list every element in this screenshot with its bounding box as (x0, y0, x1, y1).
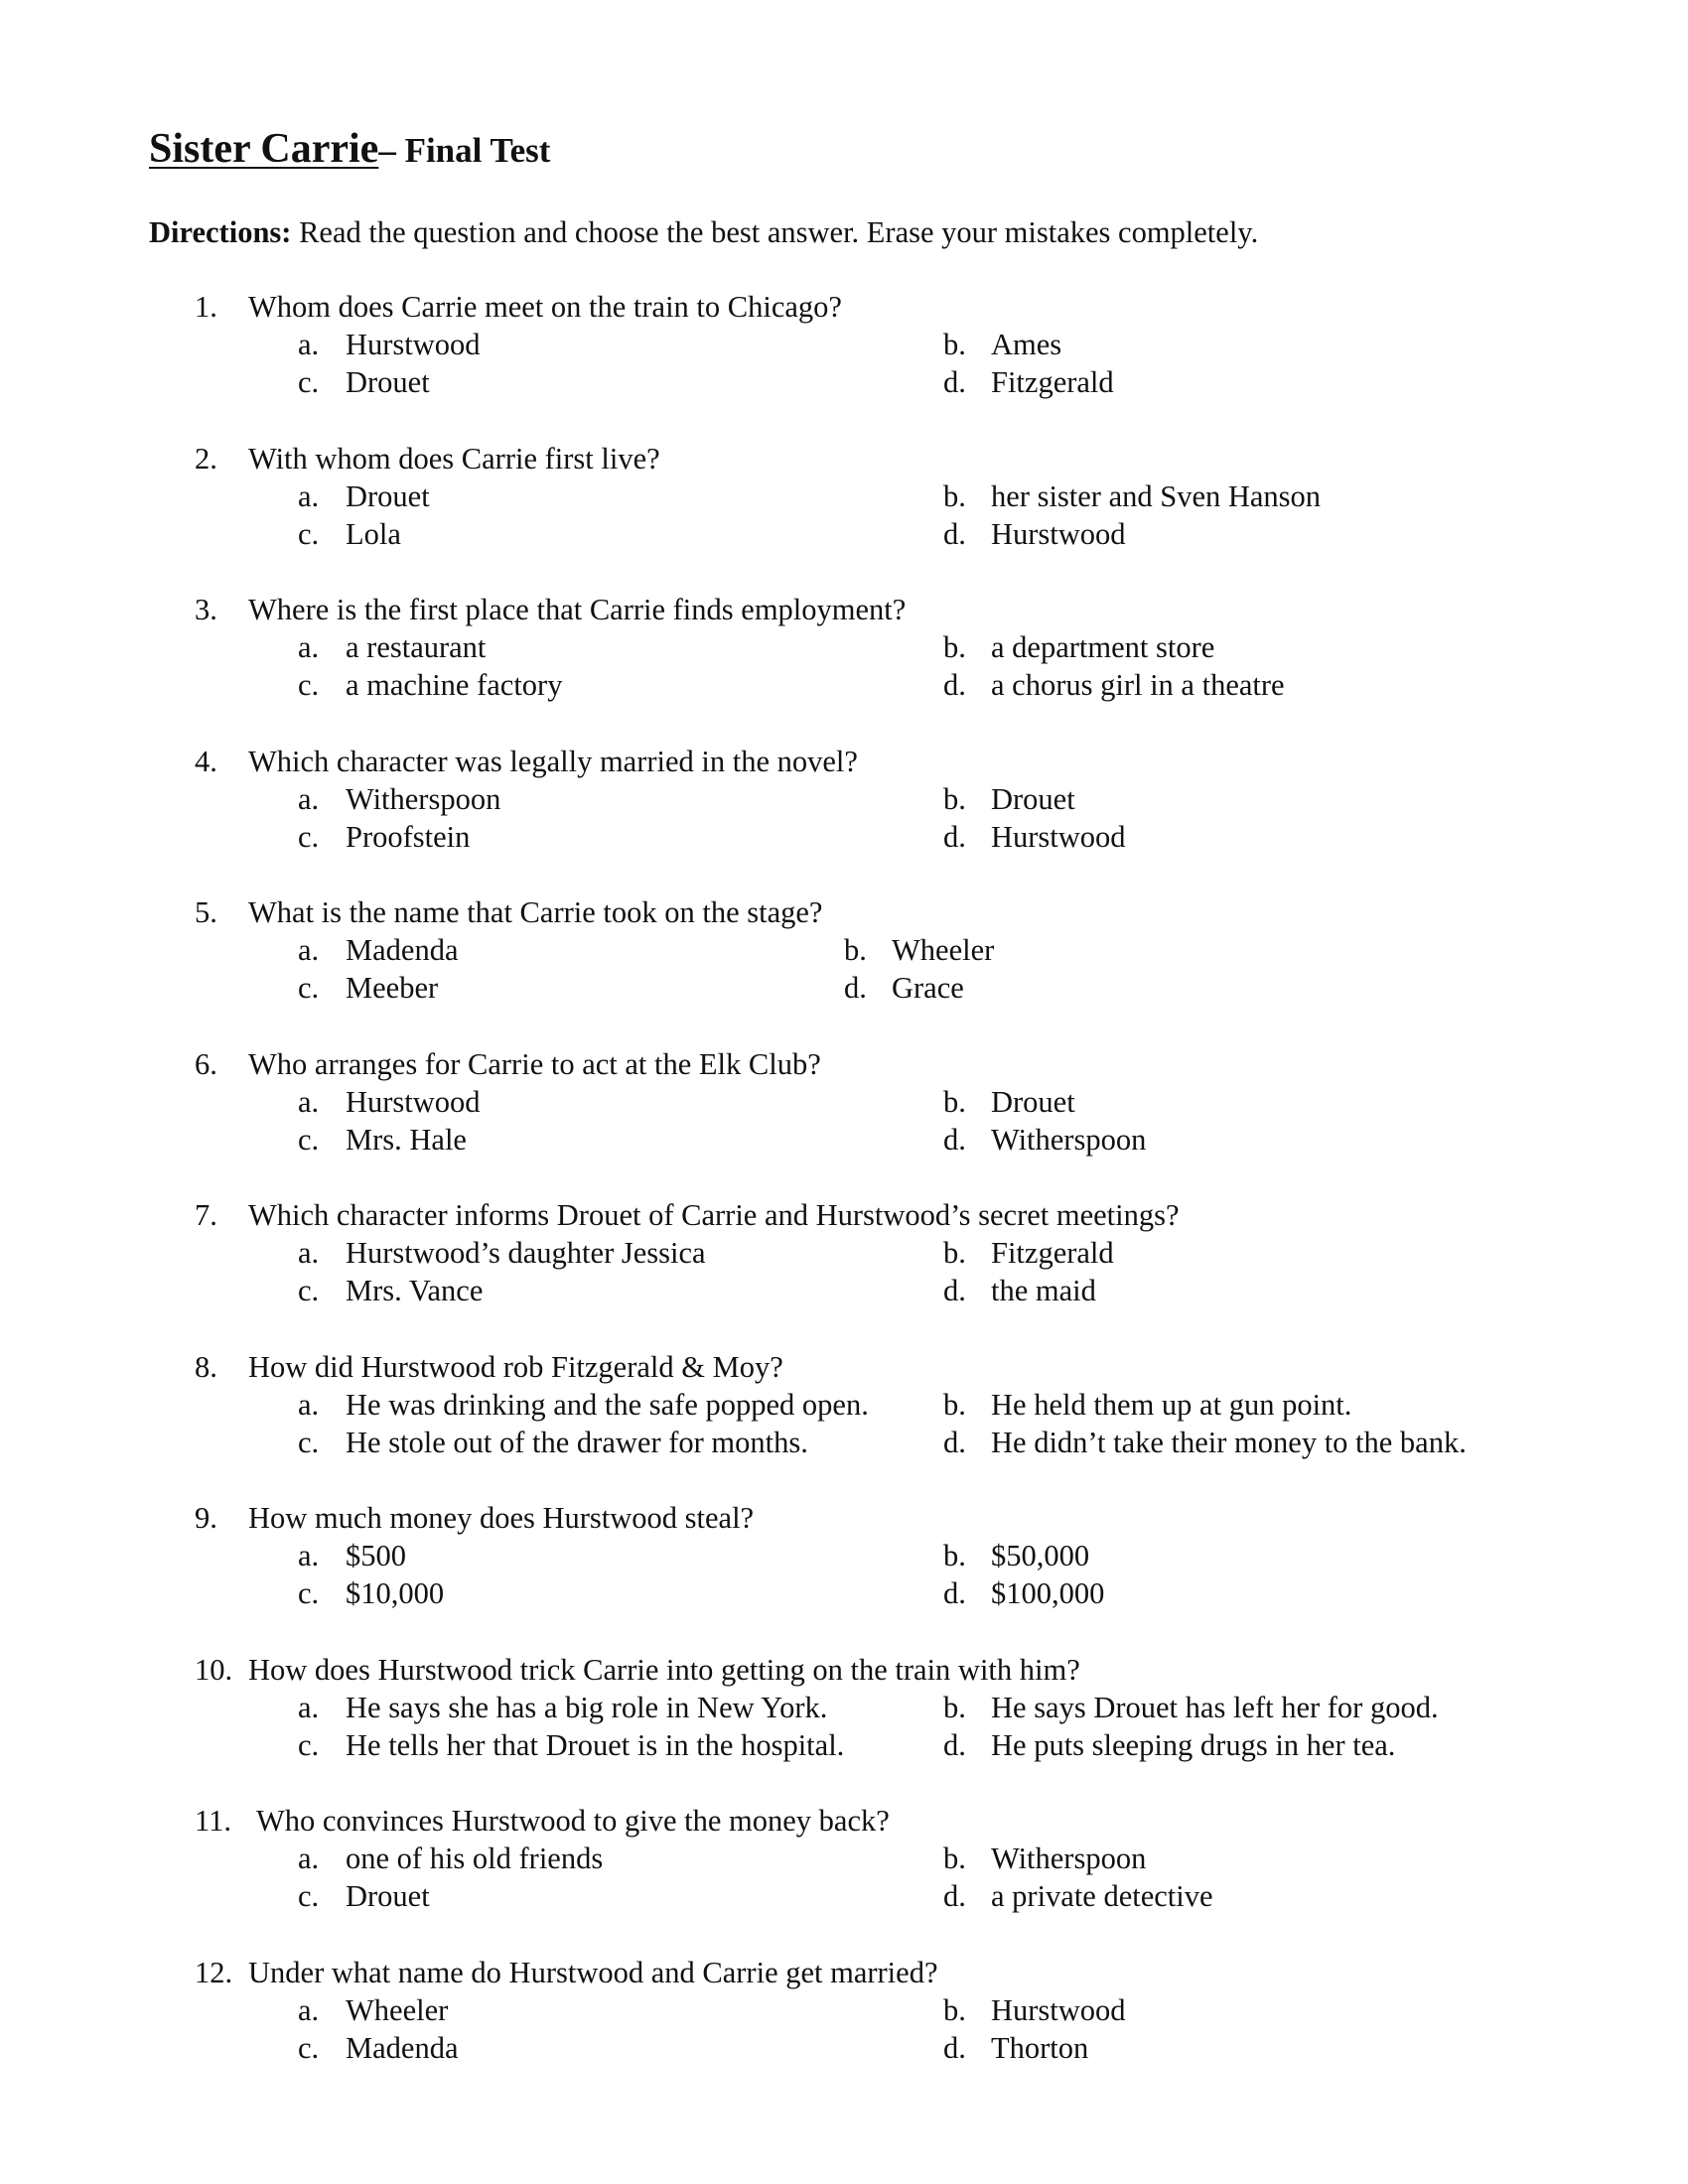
option-c-text: $10,000 (346, 1576, 445, 1610)
option-a-letter: a. (298, 782, 320, 816)
option-d-text: Hurstwood (991, 820, 1126, 854)
question-text: Under what name do Hurstwood and Carrie get married? (248, 1956, 938, 1989)
option-b-text: Drouet (991, 1085, 1075, 1119)
option-c-text: Drouet (346, 365, 430, 399)
option-b-letter: b. (943, 328, 966, 361)
test-subtitle: – Final Test (378, 131, 551, 170)
option-a-text: Hurstwood (346, 328, 481, 361)
option-a-letter: a. (298, 1085, 320, 1119)
option-c-letter: c. (298, 1426, 320, 1459)
option-c-letter: c. (298, 668, 320, 702)
option-b-letter: b. (943, 1539, 966, 1572)
option-d-letter: d. (943, 668, 966, 702)
question-text: Which character informs Drouet of Carrie and Hurstwood’s secret meetings? (248, 1198, 1180, 1232)
option-a-text: Madenda (346, 933, 459, 967)
question-number: 2. (195, 442, 217, 476)
question-text: How much money does Hurstwood steal? (248, 1501, 755, 1535)
option-c-text: Drouet (346, 1879, 430, 1913)
option-d-text: Fitzgerald (991, 365, 1114, 399)
option-d-text: Hurstwood (991, 517, 1126, 551)
question-text: Which character was legally married in the novel? (248, 745, 858, 778)
option-a-letter: a. (298, 1388, 320, 1422)
option-b-text: Drouet (991, 782, 1075, 816)
option-c-text: He tells her that Drouet is in the hospital. (346, 1728, 845, 1762)
option-d-text: $100,000 (991, 1576, 1105, 1610)
question-12 (0, 1954, 1688, 2073)
book-title: Sister Carrie (149, 126, 379, 172)
question-text: Where is the first place that Carrie finds employment? (248, 593, 907, 626)
test-title (149, 123, 550, 177)
option-b-letter: b. (943, 1691, 966, 1724)
option-c-text: Proofstein (346, 820, 471, 854)
option-b-letter: b. (943, 782, 966, 816)
option-b-text: Wheeler (892, 933, 995, 967)
option-c-text: He stole out of the drawer for months. (346, 1426, 808, 1459)
question-number: 9. (195, 1501, 217, 1535)
option-b-text: Hurstwood (991, 1993, 1126, 2027)
question-1 (0, 288, 1688, 407)
option-d-letter: d. (844, 971, 867, 1005)
option-c-text: Madenda (346, 2031, 459, 2065)
option-a-letter: a. (298, 328, 320, 361)
option-b-text: a department store (991, 630, 1215, 664)
option-b-letter: b. (943, 1085, 966, 1119)
option-a-text: Wheeler (346, 1993, 449, 2027)
option-c-letter: c. (298, 1274, 320, 1307)
option-c-letter: c. (298, 365, 320, 399)
option-b-text: He says Drouet has left her for good. (991, 1691, 1439, 1724)
option-a-text: He says she has a big role in New York. (346, 1691, 828, 1724)
question-number: 6. (195, 1047, 217, 1081)
option-b-letter: b. (943, 479, 966, 513)
question-text: Whom does Carrie meet on the train to Chicago? (248, 290, 842, 324)
option-c-letter: c. (298, 2031, 320, 2065)
option-a-letter: a. (298, 479, 320, 513)
question-9 (0, 1499, 1688, 1618)
option-b-text: $50,000 (991, 1539, 1090, 1572)
option-a-text: a restaurant (346, 630, 487, 664)
option-b-letter: b. (943, 1842, 966, 1875)
question-number: 4. (195, 745, 217, 778)
question-11 (0, 1802, 1688, 1921)
option-d-text: Thorton (991, 2031, 1089, 2065)
option-d-text: a private detective (991, 1879, 1213, 1913)
option-a-letter: a. (298, 1691, 320, 1724)
question-number: 11. (195, 1804, 231, 1838)
option-d-text: the maid (991, 1274, 1096, 1307)
question-number: 8. (195, 1350, 217, 1384)
directions-label: Directions: (149, 215, 292, 249)
option-d-letter: d. (943, 1426, 966, 1459)
option-b-letter: b. (943, 1993, 966, 2027)
question-text: With whom does Carrie first live? (248, 442, 660, 476)
question-number: 12. (195, 1956, 233, 1989)
question-number: 1. (195, 290, 217, 324)
option-c-text: Lola (346, 517, 401, 551)
option-d-letter: d. (943, 1274, 966, 1307)
option-a-letter: a. (298, 933, 320, 967)
question-10 (0, 1651, 1688, 1770)
option-c-letter: c. (298, 517, 320, 551)
question-text: How does Hurstwood trick Carrie into getting on the train with him? (248, 1653, 1080, 1687)
option-d-letter: d. (943, 1123, 966, 1157)
question-text: How did Hurstwood rob Fitzgerald & Moy? (248, 1350, 783, 1384)
option-a-letter: a. (298, 630, 320, 664)
option-a-text: Hurstwood (346, 1085, 481, 1119)
question-number: 10. (195, 1653, 233, 1687)
option-c-letter: c. (298, 971, 320, 1005)
option-a-text: He was drinking and the safe popped open. (346, 1388, 869, 1422)
option-b-letter: b. (844, 933, 867, 967)
option-c-text: Mrs. Hale (346, 1123, 467, 1157)
option-c-text: a machine factory (346, 668, 563, 702)
option-d-letter: d. (943, 1728, 966, 1762)
question-7 (0, 1196, 1688, 1315)
question-text: What is the name that Carrie took on the stage? (248, 895, 823, 929)
directions (149, 212, 1258, 252)
option-d-letter: d. (943, 365, 966, 399)
option-a-text: one of his old friends (346, 1842, 604, 1875)
option-d-letter: d. (943, 1576, 966, 1610)
option-d-text: Witherspoon (991, 1123, 1147, 1157)
question-6 (0, 1045, 1688, 1164)
option-a-text: Witherspoon (346, 782, 501, 816)
question-5 (0, 893, 1688, 1013)
option-a-letter: a. (298, 1539, 320, 1572)
option-d-text: Grace (892, 971, 964, 1005)
option-d-letter: d. (943, 2031, 966, 2065)
option-c-letter: c. (298, 1123, 320, 1157)
question-3 (0, 591, 1688, 710)
option-c-letter: c. (298, 1879, 320, 1913)
question-text: Who arranges for Carrie to act at the Elk Club? (248, 1047, 821, 1081)
option-c-letter: c. (298, 820, 320, 854)
option-a-letter: a. (298, 1842, 320, 1875)
option-b-letter: b. (943, 630, 966, 664)
option-b-letter: b. (943, 1388, 966, 1422)
question-number: 5. (195, 895, 217, 929)
option-b-text: her sister and Sven Hanson (991, 479, 1322, 513)
option-b-text: Ames (991, 328, 1062, 361)
option-c-letter: c. (298, 1728, 320, 1762)
directions-text: Read the question and choose the best answer. Erase your mistakes completely. (291, 215, 1259, 249)
option-b-letter: b. (943, 1236, 966, 1270)
option-b-text: He held them up at gun point. (991, 1388, 1352, 1422)
option-a-letter: a. (298, 1236, 320, 1270)
question-number: 7. (195, 1198, 217, 1232)
question-number: 3. (195, 593, 217, 626)
question-8 (0, 1348, 1688, 1467)
option-b-text: Fitzgerald (991, 1236, 1114, 1270)
option-d-text: He didn’t take their money to the bank. (991, 1426, 1467, 1459)
question-4 (0, 743, 1688, 862)
question-2 (0, 440, 1688, 559)
option-a-text: Hurstwood’s daughter Jessica (346, 1236, 706, 1270)
option-c-text: Meeber (346, 971, 439, 1005)
option-d-text: a chorus girl in a theatre (991, 668, 1285, 702)
option-a-text: Drouet (346, 479, 430, 513)
option-c-text: Mrs. Vance (346, 1274, 484, 1307)
option-b-text: Witherspoon (991, 1842, 1147, 1875)
question-text: Who convinces Hurstwood to give the money back? (256, 1804, 890, 1838)
option-a-text: $500 (346, 1539, 406, 1572)
option-d-text: He puts sleeping drugs in her tea. (991, 1728, 1396, 1762)
option-d-letter: d. (943, 1879, 966, 1913)
option-a-letter: a. (298, 1993, 320, 2027)
option-d-letter: d. (943, 517, 966, 551)
option-d-letter: d. (943, 820, 966, 854)
option-c-letter: c. (298, 1576, 320, 1610)
